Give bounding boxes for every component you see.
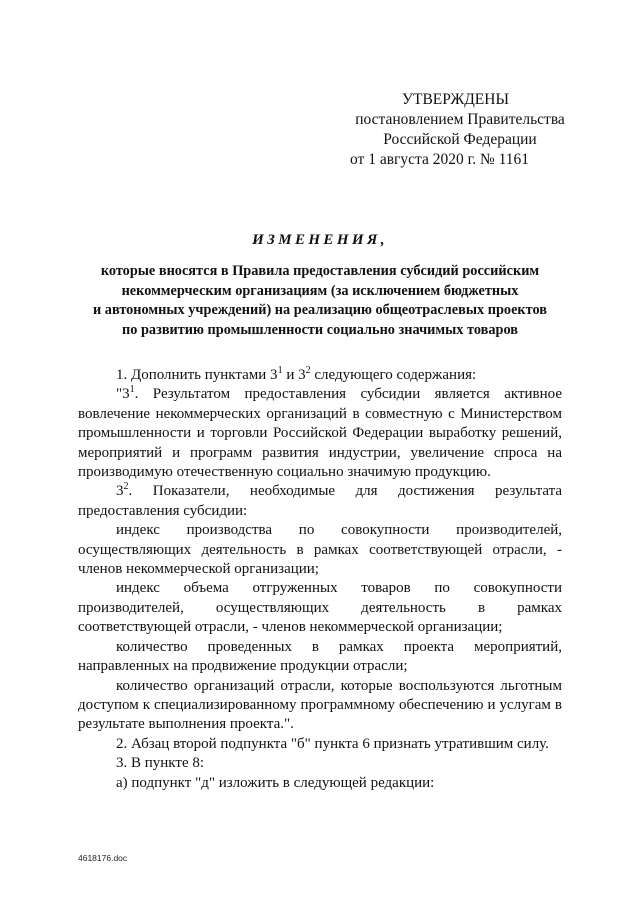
- paragraph-result: [78, 385, 562, 482]
- superscript: 2: [305, 365, 311, 376]
- text-run: 3: [116, 483, 124, 500]
- document-title: ИЗМЕНЕНИЯ,: [252, 232, 388, 248]
- approval-line-2: постановлением Правительства: [355, 111, 565, 128]
- text-run: 1. Дополнить пунктами 3: [116, 367, 278, 383]
- approval-line-3: Российской Федерации: [383, 131, 537, 148]
- subtitle-line: и автономных учреждений) на реализацию общеотраслевых проектов: [93, 302, 547, 318]
- subtitle-line: по развитию промышленности социально значимых товаров: [122, 321, 518, 338]
- paragraph-events-count: количество проведенных в рамках проекта мероприятий, направленных на продвижение продукции отрасли;: [78, 638, 562, 675]
- text-run: . Результатом предоставления субсидии является активное вовлечение некоммерческих организаций в совместную с Министерством промышленности и торговли Российской Федерации выработку решений, мероприятий и программ развития индустрии, увеличение спроса на производимую отечественную социально значимую продукцию.: [78, 386, 562, 481]
- paragraph-shipment-index: индекс объема отгруженных товаров по совокупности производителей, осуществляющих деятельность в рамках соответствующей отрасли, - членов некоммерческой организации;: [78, 580, 562, 636]
- paragraph-organizations-count: количество организаций отрасли, которые воспользуются льготным доступом к специализированному программному обеспечению и услугам в результате выполнения проекта.".: [78, 677, 562, 733]
- document-body: [78, 366, 562, 793]
- file-name-footer: 4618176.doc: [78, 853, 128, 863]
- approval-date-number: от 1 августа 2020 г. № 1161: [350, 151, 530, 168]
- paragraph-3: 3. В пункте 8:: [116, 755, 205, 772]
- superscript: 1: [129, 384, 135, 396]
- text-run: следующего содержания:: [310, 367, 477, 383]
- approval-heading: УТВЕРЖДЕНЫ: [402, 91, 509, 108]
- superscript: 2: [123, 481, 129, 493]
- superscript: 1: [277, 365, 283, 376]
- paragraph-indicators: [78, 482, 562, 521]
- paragraph-1: [78, 366, 562, 385]
- subtitle-line: которые вносятся в Правила предоставления субсидий российским: [100, 263, 540, 279]
- subtitle-line: некоммерческим организациям (за исключением бюджетных: [121, 282, 519, 299]
- text-run: "3: [116, 386, 130, 403]
- paragraph-2: 2. Абзац второй подпункта "б" пункта 6 признать утратившим силу.: [116, 735, 549, 752]
- paragraph-production-index: индекс производства по совокупности производителей, осуществляющих деятельность в рамках соответствующей отрасли, - членов некоммерческой организации;: [78, 522, 562, 578]
- text-run: и 3: [282, 367, 306, 383]
- document-subtitle: [40, 262, 600, 340]
- text-run: . Показатели, необходимые для достижения результата предоставления субсидии:: [78, 483, 562, 519]
- approval-stamp: [330, 90, 590, 170]
- paragraph-3a: а) подпункт "д" изложить в следующей редакции:: [116, 774, 435, 791]
